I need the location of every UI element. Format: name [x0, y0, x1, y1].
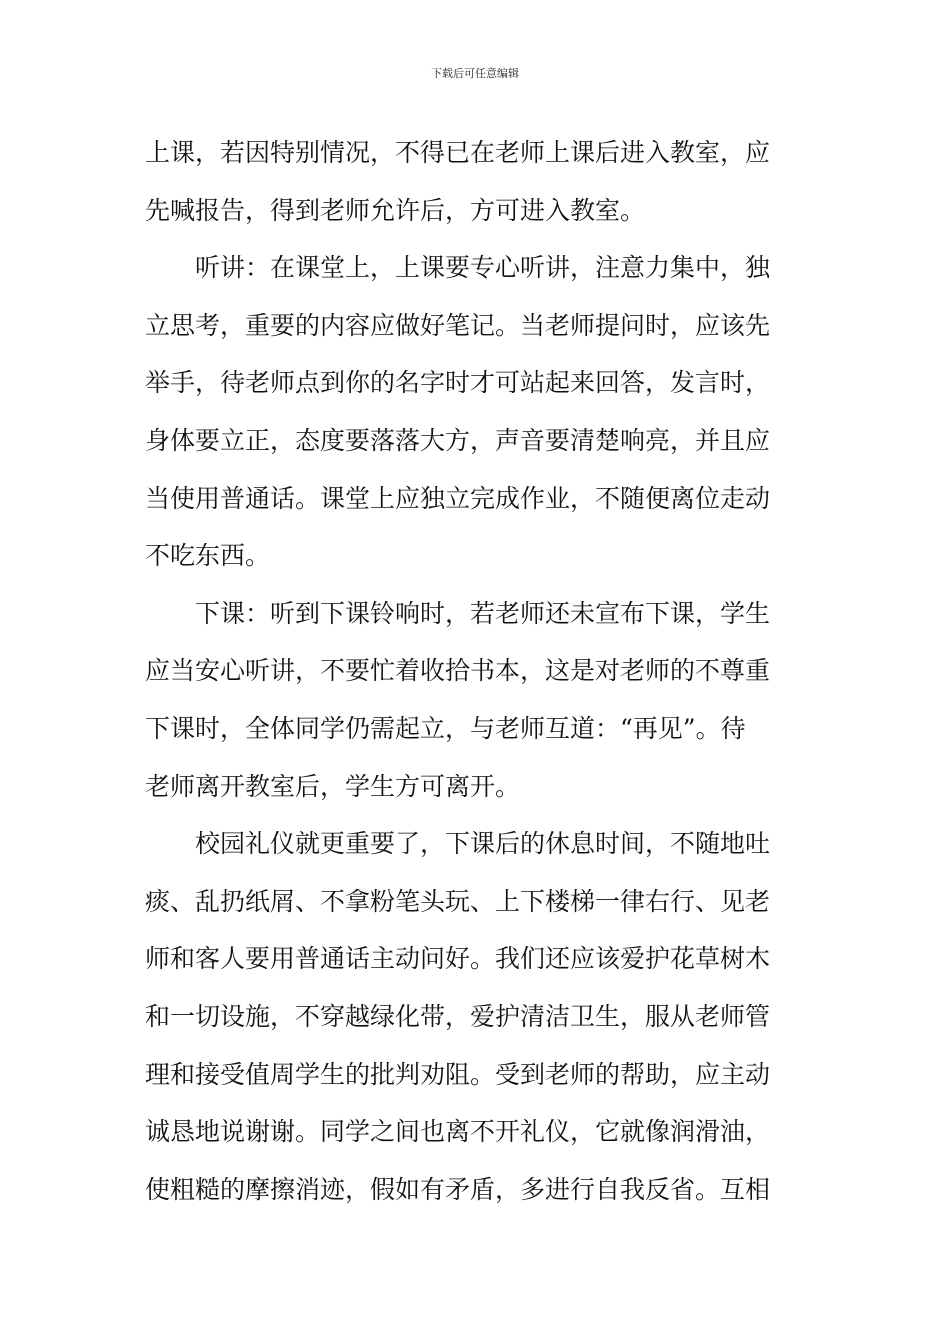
text-line: 老师离开教室后，学生方可离开。 [145, 771, 521, 801]
text-line: 师和客人要用普通话主动问好。我们还应该爱护花草树木 [145, 944, 771, 974]
document-body [145, 124, 815, 1218]
text-line: 使粗糙的摩擦消迹，假如有矛盾，多进行自我反省。互相 [145, 1174, 771, 1204]
text-line: 不吃东西。 [145, 541, 271, 571]
text-line: 上课，若因特别情况，不得已在老师上课后进入教室，应 [145, 138, 771, 167]
text-line: 理和接受值周学生的批判劝阻。受到老师的帮助，应主动 [145, 1059, 771, 1089]
text-line: 身体要立正，态度要落落大方，声音要清楚响亮，并且应 [145, 425, 771, 455]
text-line: 应当安心听讲，不要忙着收拾书本，这是对老师的不尊重 [145, 656, 771, 686]
text-line: 先喊报告，得到老师允许后，方可进入教室。 [145, 195, 646, 225]
page-header: 下载后可任意编辑 [431, 67, 519, 80]
text-line: 下课时，全体同学仍需起立，与老师互道：“再见”。待 [145, 713, 746, 743]
text-line: 听讲：在课堂上，上课要专心听讲，注意力集中，独 [195, 253, 771, 283]
text-line: 校园礼仪就更重要了，下课后的休息时间，不随地吐 [195, 829, 771, 859]
text-line: 当使用普通话。课堂上应独立完成作业，不随便离位走动 [145, 483, 771, 513]
text-line: 下课：听到下课铃响时，若老师还未宣布下课，学生 [195, 598, 771, 628]
text-line: 立思考，重要的内容应做好笔记。当老师提问时，应该先 [145, 310, 771, 340]
text-line: 痰、乱扔纸屑、不拿粉笔头玩、上下楼梯一律右行、见老 [145, 886, 771, 916]
text-line: 举手，待老师点到你的名字时才可站起来回答，发言时， [145, 368, 771, 398]
text-line: 和一切设施，不穿越绿化带，爱护清洁卫生，服从老师管 [145, 1001, 771, 1031]
text-line: 诚恳地说谢谢。同学之间也离不开礼仪，它就像润滑油， [145, 1117, 771, 1147]
